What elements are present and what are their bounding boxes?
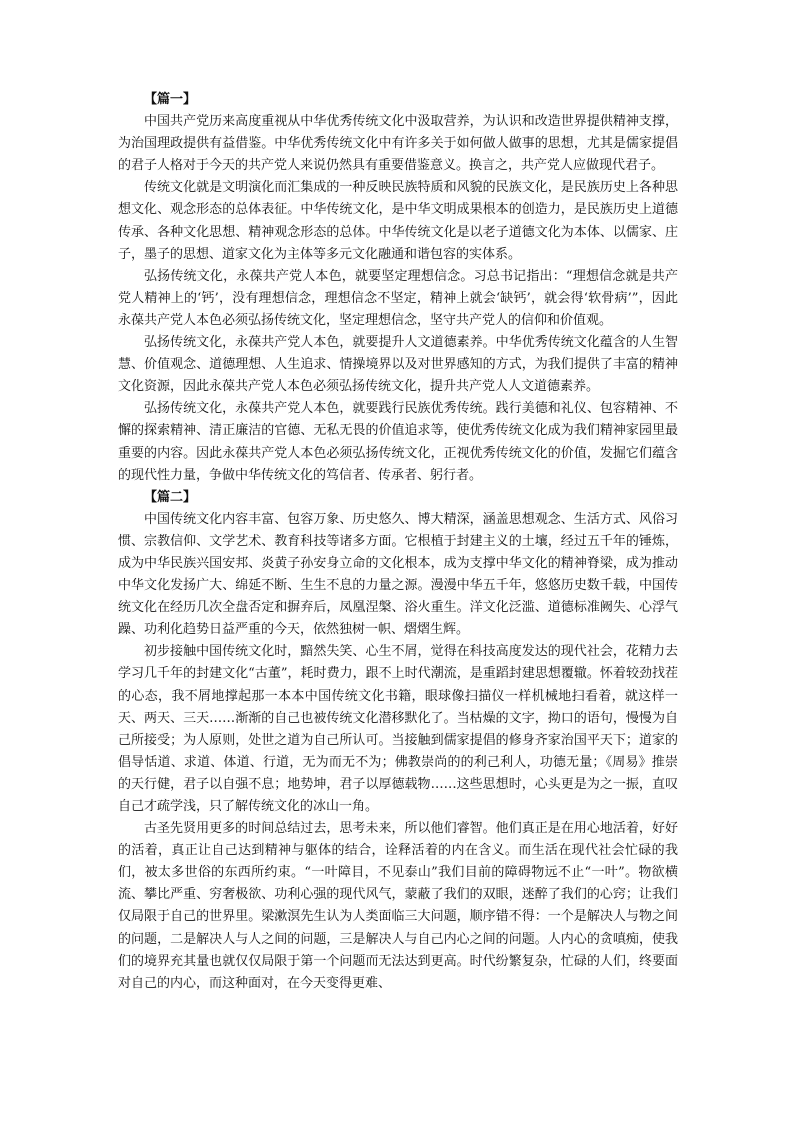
document-page [118,89,678,995]
section-one [118,89,678,487]
paragraph: 弘扬传统文化，永葆共产党人本色，就要践行民族优秀传统。践行美德和礼仪、包容精神、不懈的探索精神、清正廉洁的官德、无私无畏的价值追求等，使优秀传统文化成为我们精神家园里最重要的内容。因此永葆共产党人本色必须弘扬传统文化，正视优秀传统文化的价值，发掘它们蕴含的现代性力量，争做中华传统文化的笃信者、传承者、躬行者。 [118,401,678,483]
paragraph: 中国共产党历来高度重视从中华优秀传统文化中汲取营养，为认识和改造世界提供精神支撑，为治国理政提供有益借鉴。中华优秀传统文化中有许多关于如何做人做事的思想，尤其是儒家提倡的君子人格对于今天的共产党人来说仍然具有重要借鉴意义。换言之，共产党人应做现代君子。 [118,114,678,174]
paragraph: 古圣先贤用更多的时间总结过去，思考未来，所以他们睿智。他们真正是在用心地活着，好好的活着，真正让自己达到精神与躯体的结合，诠释活着的内在含义。而生活在现代社会忙碌的我们，被太多世俗的东西所约束。“一叶障目，不见泰山”我们目前的障碍物远不止“一叶”。物欲横流、攀比严重、穷奢极欲、功利心强的现代风气，蒙蔽了我们的双眼，迷醉了我们的心窍；让我们仅局限于自己的世界里。梁漱溟先生认为人类面临三大问题，顺序错不得：一个是解决人与物之间的问题，二是解决人与人之间的问题，三是解决人与自己内心之间的问题。人内心的贪嗔痴，使我们的境界充其量也就仅仅局限于第一个问题而无法达到更高。时代纷繁复杂，忙碌的人们，终要面对自己的内心，而这种面对，在今天变得更难、 [118,821,678,991]
paragraph: 弘扬传统文化，永葆共产党人本色，就要坚定理想信念。习总书记指出：“理想信念就是共产党人精神上的‘钙’，没有理想信念，理想信念不坚定，精神上就会‘缺钙’，就会得‘软骨病’”，因此永葆共产党人本色必须弘扬传统文化，坚定理想信念，坚守共产党人的信仰和价值观。 [118,268,678,328]
section-two [118,487,678,995]
paragraph: 中国传统文化内容丰富、包容万象、历史悠久、博大精深，涵盖思想观念、生活方式、风俗习惯、宗教信仰、文学艺术、教育科技等诸多方面。它根植于封建主义的土壤，经过五千年的锤炼，成为中华民族兴国安邦、炎黄子孙安身立命的文化根本，成为支撑中华文化的精神脊梁，成为推动中华文化发扬广大、绵延不断、生生不息的力量之源。漫漫中华五千年，悠悠历史数千载，中国传统文化在经历几次全盘否定和摒弃后，凤凰涅槃、浴火重生。洋文化泛滥、道德标准阙失、心浮气躁、功利化趋势日益严重的今天，依然独树一帜、熠熠生辉。 [118,511,678,638]
paragraph: 初步接触中国传统文化时，黯然失笑、心生不屑，觉得在科技高度发达的现代社会，花精力去学习几千年的封建文化“古董”，耗时费力，跟不上时代潮流，是重蹈封建思想覆辙。怀着较劲找茬的心态，我不屑地撑起那一本本中国传统文化书籍，眼球像扫描仪一样机械地扫看着，就这样一天、两天、三天……渐渐的自己也被传统文化潜移默化了。当枯燥的文字，拗口的语句，慢慢为自己所接受；为人原则，处世之道为自己所认可。当接触到儒家提倡的修身齐家治国平天下；道家的倡导恬道、求道、体道、行道，无为而无不为；佛教崇尚的的利己利人，功德无量；《周易》推崇的天行健，君子以自强不息；地势坤，君子以厚德载物……这些思想时，心头更是为之一振，直叹自己才疏学浅，只了解传统文化的冰山一角。 [118,644,678,814]
paragraph: 传统文化就是文明演化而汇集成的一种反映民族特质和风貌的民族文化，是民族历史上各种思想文化、观念形态的总体表征。中华传统文化，是中华文明成果根本的创造力，是民族历史上道德传承、各种文化思想、精神观念形态的总体。中华传统文化是以老子道德文化为本体、以儒家、庄子，墨子的思想、道家文化为主体等多元文化融通和谐包容的实体系。 [118,180,678,262]
section-heading: 【篇二】 [144,489,197,505]
section-heading: 【篇一】 [144,92,197,107]
paragraph: 弘扬传统文化，永葆共产党人本色，就要提升人文道德素养。中华优秀传统文化蕴含的人生智慧、价值观念、道德理想、人生追求、情操境界以及对世界感知的方式，为我们提供了丰富的精神文化资源，因此永葆共产党人本色必须弘扬传统文化，提升共产党人人文道德素养。 [118,335,678,395]
